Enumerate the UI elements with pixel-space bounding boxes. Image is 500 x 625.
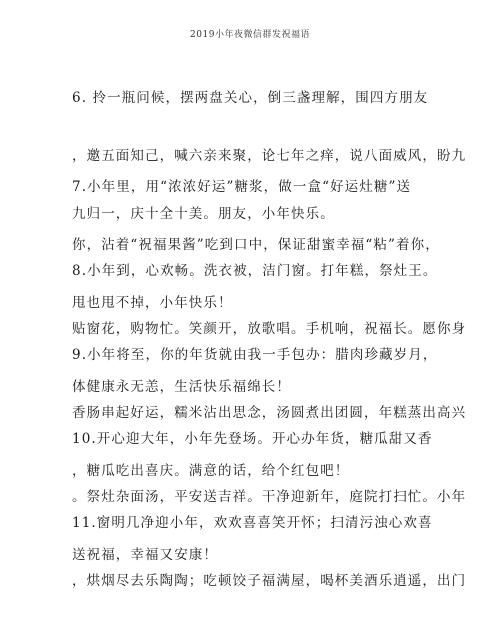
paragraph-line: ，邀五面知己，喊六亲来聚，论七年之痒，说八面威风，盼九 (72, 148, 467, 164)
paragraph-line: 甩也甩不掉，小年快乐！ (72, 295, 233, 311)
paragraph-line: 11.窗明几净迎小年，欢欢喜喜笑开怀；扫清污浊心欢喜 (72, 515, 433, 531)
paragraph-line: 贴窗花，购物忙。笑颜开，放歌唱。手机响，祝福长。愿你身 (72, 321, 467, 337)
paragraph-line: 8.小年到，心欢畅。洗衣被，洁门窗。打年糕，祭灶王。 (72, 263, 438, 279)
paragraph-line: 。祭灶杂面汤，平安送吉祥。干净迎新年，庭院打扫忙。小年 (72, 489, 467, 505)
paragraph-line: 体健康永无恙，生活快乐福绵长！ (72, 379, 291, 395)
paragraph-line: 10.开心迎大年，小年先登场。开心办年货，糖瓜甜又香 (72, 431, 433, 447)
page-header-title: 2019小年夜微信群发祝福语 (190, 30, 310, 40)
paragraph-line: ，糖瓜吃出喜庆。满意的话，给个红包吧！ (72, 463, 350, 479)
paragraph-line: 9.小年将至，你的年货就由我一手包办：腊肉珍藏岁月， (72, 347, 438, 363)
paragraph-line: 九归一，庆十全十美。朋友，小年快乐。 (72, 206, 335, 222)
paragraph-line: 7.小年里，用“浓浓好运”糖浆，做一盒“好运灶糖”送 (72, 179, 412, 195)
greeting-paragraph-11 (72, 480, 467, 625)
paragraph-line: 香肠串起好运，糯米沾出思念，汤圆煮出团圆，年糕蒸出高兴 (72, 405, 467, 421)
paragraph-line: 你，沾着“祝福果酱”吃到口中，保证甜蜜幸福“粘”着你， (72, 237, 440, 253)
paragraph-line: 6. 拎一瓶问候，摆两盘关心，倒三盏理解，围四方朋友 (72, 90, 429, 106)
paragraph-line: ，烘烟尽去乐陶陶；吃顿饺子福满屋，喝杯美酒乐逍遥，出门 (72, 573, 467, 589)
paragraph-line: 送祝福，幸福又安康！ (72, 547, 218, 563)
